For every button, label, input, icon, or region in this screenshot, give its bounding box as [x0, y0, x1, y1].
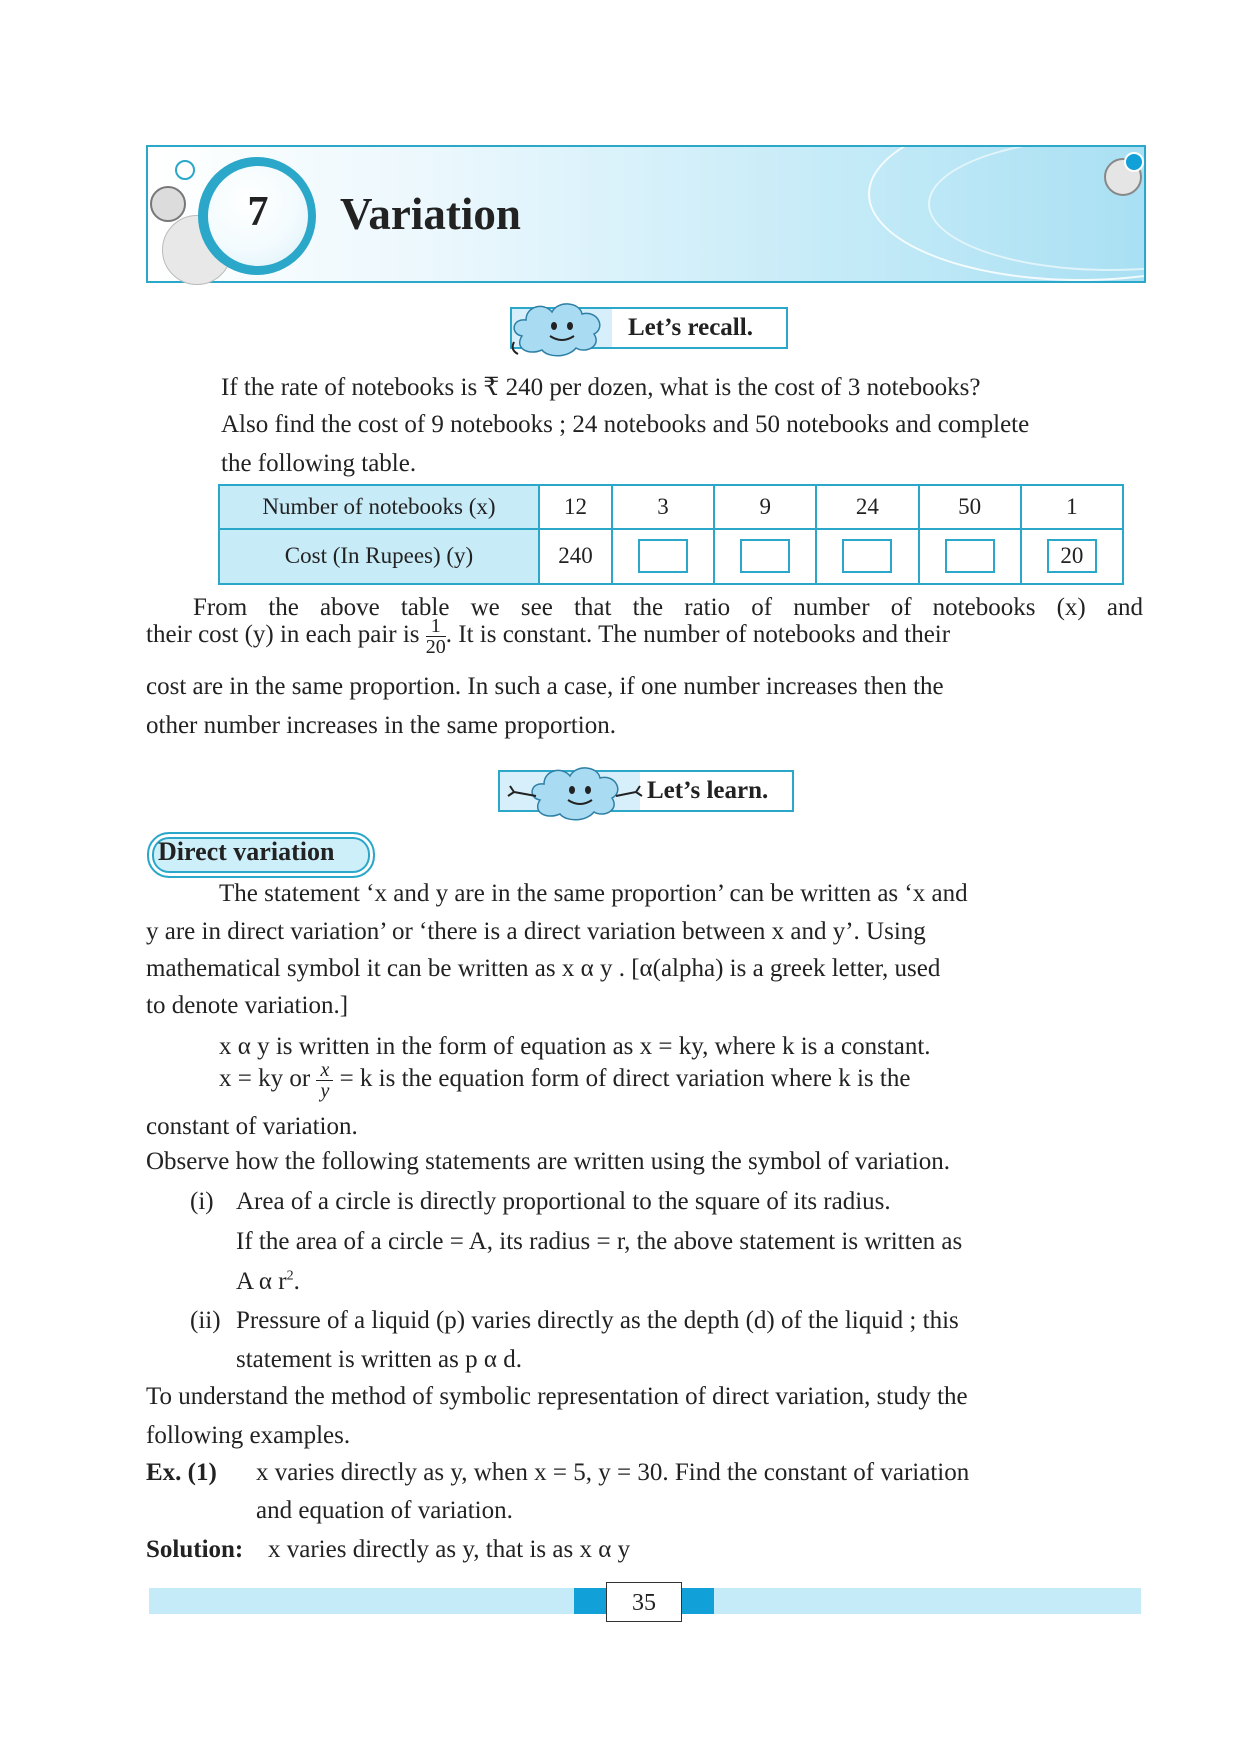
item-1-line-1: Area of a circle is directly proportional to the square of its radius. [236, 1188, 891, 1215]
table-cell [612, 529, 714, 584]
understand-line-2: following examples. [146, 1422, 351, 1449]
item-1-line-3: A α $r^2$. [236, 1268, 300, 1295]
page-number: 35 [606, 1582, 682, 1622]
table-cell [1021, 529, 1123, 584]
recall-question-line-2: Also find the cost of 9 notebooks ; 24 notebooks and 50 notebooks and complete [221, 411, 1030, 438]
row-header-cost: Cost (In Rupees) (y) [219, 529, 539, 584]
table-cell [919, 529, 1021, 584]
dv-equation-form-line-2: constant of variation. [146, 1113, 358, 1140]
answer-blank[interactable] [945, 539, 995, 573]
understand-line-1: To understand the method of symbolic representation of direct variation, study the [146, 1383, 968, 1410]
chapter-number: 7 [247, 189, 269, 235]
dv-equation-form-line: x = ky or $\frac{x}{y}$ = k is the equation form of direct variation where k is the [219, 1059, 911, 1102]
table-cell: 240 [539, 529, 612, 584]
chapter-title: Variation [340, 189, 521, 239]
example-label: Ex. (1) [146, 1459, 217, 1486]
item-2-line-2: statement is written as p α d. [236, 1346, 522, 1373]
item-1-number: (i) [190, 1188, 214, 1215]
ratio-paragraph-line-1: From the above table we see that the ratio of number of notebooks (x) and [193, 594, 1143, 621]
bubble-icon [175, 160, 195, 180]
item-1-line-2: If the area of a circle = A, its radius = r, the above statement is written as [236, 1228, 963, 1255]
item-2-line-1: Pressure of a liquid (p) varies directly as the depth (d) of the liquid ; this [236, 1307, 959, 1334]
table-row [219, 485, 1123, 529]
ratio-paragraph-line-3: cost are in the same proportion. In such a case, if one number increases then the [146, 673, 944, 700]
dv-paragraph-line-1: The statement ‘x and y are in the same proportion’ can be written as ‘x and [219, 880, 968, 907]
recall-question-line-3: the following table. [221, 450, 417, 477]
dv-paragraph-line-3: mathematical symbol it can be written as x α y . [α(alpha) is a greek letter, used [146, 955, 941, 982]
recall-question-line-1: If the rate of notebooks is ₹ 240 per dozen, what is the cost of 3 notebooks? [221, 374, 981, 401]
direct-variation-heading: Direct variation [158, 837, 335, 866]
item-2-number: (ii) [190, 1307, 221, 1334]
answer-blank[interactable] [740, 539, 790, 573]
boxed-answer: 20 [1047, 539, 1097, 573]
lets-learn-label: Let’s learn. [647, 777, 769, 804]
table-cell: 50 [919, 485, 1021, 529]
row-header-notebooks: Number of notebooks (x) [219, 485, 539, 529]
bubble-icon [1124, 152, 1144, 172]
observe-line: Observe how the following statements are written using the symbol of variation. [146, 1148, 950, 1175]
table-cell: 12 [539, 485, 612, 529]
table-cell [816, 529, 918, 584]
lets-recall-label: Let’s recall. [628, 314, 753, 341]
dv-paragraph-line-2: y are in direct variation’ or ‘there is a direct variation between x and y’. Using [146, 918, 926, 945]
notebook-cost-table [218, 484, 1124, 585]
dv-equation-line: x α y is written in the form of equation as x = ky, where k is a constant. [219, 1033, 931, 1060]
example-line-2: and equation of variation. [256, 1497, 513, 1524]
fraction-x-over-y: $\frac{x}{y}$ [316, 1060, 333, 1101]
table-cell [714, 529, 816, 584]
dv-paragraph-line-4: to denote variation.] [146, 992, 349, 1019]
table-cell: 9 [714, 485, 816, 529]
table-row [219, 529, 1123, 584]
bubble-icon [150, 186, 186, 222]
table-cell: 24 [816, 485, 918, 529]
ratio-paragraph-line-4: other number increases in the same proportion. [146, 712, 616, 739]
cloud-face-icon [508, 296, 610, 360]
fraction-one-twentieth: $\frac{1}{20}$ [425, 615, 446, 658]
answer-blank[interactable] [842, 539, 892, 573]
cloud-face-icon [500, 762, 650, 824]
example-line-1: x varies directly as y, when x = 5, y = 30. Find the constant of variation [256, 1459, 970, 1486]
solution-label: Solution: [146, 1536, 244, 1563]
ratio-paragraph-line-2: their cost (y) in each pair is $\frac{1}{20}$ . It is constant. The number of notebooks and their [146, 615, 951, 658]
answer-blank[interactable] [638, 539, 688, 573]
table-cell: 1 [1021, 485, 1123, 529]
table-cell: 3 [612, 485, 714, 529]
solution-text: x varies directly as y, that is as x α y [268, 1536, 631, 1563]
